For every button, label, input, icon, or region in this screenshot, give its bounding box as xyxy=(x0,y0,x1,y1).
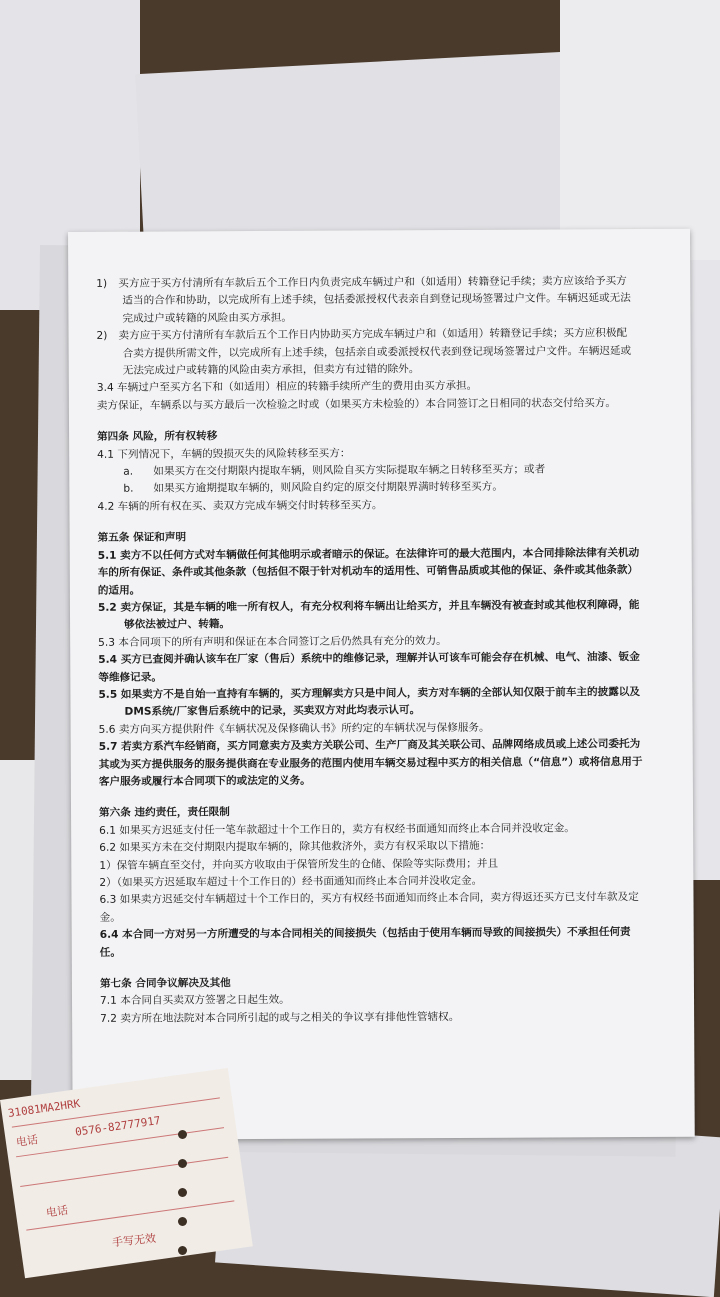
clause-4-2: 4.2 车辆的所有权在买、卖双方完成车辆交付时转移至买方。 xyxy=(97,499,383,513)
receipt-phone-label: 电话 xyxy=(15,1133,39,1150)
receipt-handwritten-invalid-note: 手写无效 xyxy=(111,1231,157,1250)
receipt-phone-label-2: 电话 xyxy=(45,1203,69,1220)
clause-5-3: 5.3 本合同项下的所有声明和保证在本合同签订之后仍然具有充分的效力。 xyxy=(98,634,447,649)
clause-4-1-a: a. 如果买方在交付期限内提取车辆，则风险自买方实际提取车辆之日转移至买方；或者 xyxy=(123,463,546,478)
receipt-phone: 0576-82777917 xyxy=(74,1113,162,1139)
clause-5-2: 5.2 卖方保证，其是车辆的唯一所有权人，有充分权利将车辆出让给买方，并且车辆没有被查封或其他权利障碍，能 够依法被过户、转籍。 xyxy=(97,598,640,632)
background-paper-right-lower xyxy=(690,260,720,880)
clause-2: 2) 卖方应于买方付清所有车款后五个工作日内协助买方完成车辆过户和（如适用）转籍登记手续；买方应积极配 合卖方提供所需文件，以完成所有上述手续，包括亲自或委派授权代表到登记现场签署过户文件。车辆迟延或 无法完成过户或转籍的风险由卖方承担，但卖方有过错的除外。 xyxy=(96,327,632,377)
clause-3-4: 3.4 车辆过户至买方名下和（如适用）相应的转籍手续所产生的费用由买方承担。 xyxy=(96,380,478,395)
contract-page xyxy=(68,229,695,1140)
clause-4-1-b: b. 如果买方逾期提取车辆的，则风险自约定的原交付期限界满时转移至买方。 xyxy=(123,481,503,496)
clause-4-1: 4.1 下列情况下，车辆的毁损灭失的风险转移至买方： xyxy=(97,447,351,461)
clause-6-1: 6.1 如果买方迟延支付任一笔车款超过十个工作日的，卖方有权经书面通知而终止本合同并没收定金。 xyxy=(99,822,575,837)
contract-content xyxy=(96,273,660,1028)
receipt-code: 31081MA2HRK xyxy=(7,1096,82,1120)
clause-6-2-1: 1）保管车辆直至交付，并向买方收取由于保管所发生的仓储、保险等实际费用；并且 xyxy=(99,857,499,872)
section-6-title: 第六条 违约责任，责任限制 xyxy=(99,806,230,820)
clause-5-4: 5.4 买方已查阅并确认该车在厂家（售后）系统中的维修记录，理解并认可该车可能会存在机械、电气、油漆、钣金 等维修记录。 xyxy=(98,651,640,684)
clause-3-4-warranty: 卖方保证，车辆系以与买方最后一次检验之时或（如果买方未检验的）本合同签订之日相同的状态交付给买方。 xyxy=(96,396,617,412)
clause-6-2-2: 2）（如果买方迟延取车超过十个工作日的）经书面通知而终止本合同并没收定金。 xyxy=(99,874,483,889)
clause-6-3: 6.3 如果卖方迟延交付车辆超过十个工作日的，买方有权经书面通知而终止本合同，卖方得返还买方已支付车款及定 金。 xyxy=(99,891,639,924)
section-5-title: 第五条 保证和声明 xyxy=(97,531,187,545)
clause-7-1: 7.1 本合同自买卖双方签署之日起生效。 xyxy=(99,994,290,1008)
clause-5-5: 5.5 如果卖方不是自始一直持有车辆的，买方理解卖方只是中间人，卖方对车辆的全部认知仅限于前车主的披露以及 DMS系统/厂家售后系统中的记录，买卖双方对此均表示认可。 xyxy=(98,685,640,719)
clause-5-1: 5.1 卖方不以任何方式对车辆做任何其他明示或者暗示的保证。在法律许可的最大范围内，本合同排除法律有关机动 车的所有保证、条件或其他条款（包括但不限于针对机动车的适用性、可销售品质或其他的保证、条件或其他条款） 的适用。 xyxy=(97,546,640,597)
section-4-title: 第四条 风险，所有权转移 xyxy=(97,430,218,444)
receipt-holes xyxy=(178,1130,187,1275)
section-7-title: 第七条 合同争议解决及其他 xyxy=(99,977,231,990)
clause-1: 1) 买方应于买方付清所有车款后五个工作日内负责完成车辆过户和（如适用）转籍登记手续；卖方应该给予买方 适当的合作和协助，以完成所有上述手续，包括委派授权代表亲自到登记现场签署过户文件。车辆迟延或无法 完成过户或转籍的风险由买方承担。 xyxy=(96,275,631,325)
clause-6-4: 6.4 本合同一方对另一方所遭受的与本合同相关的间接损失（包括由于使用车辆而导致的间接损失）不承担任何责 任。 xyxy=(99,926,631,959)
clause-5-6: 5.6 卖方向买方提供附件《车辆状况及保修确认书》所约定的车辆状况与保修服务。 xyxy=(98,721,490,736)
background-paper-right xyxy=(560,0,720,260)
clause-7-2: 7.2 卖方所在地法院对本合同所引起的或与之相关的争议享有排他性管辖权。 xyxy=(100,1010,460,1025)
clause-5-7: 5.7 若卖方系汽车经销商，买方同意卖方及卖方关联公司、生产厂商及其关联公司、品牌网络成员或上述公司委托为 其或为买方提供服务的服务提供商在专业服务的范围内使用车辆交易过程中买方的相关信息（“信息”）或将信息用于 客户服务或履行本合同项下的或法定的义务。 xyxy=(98,738,643,788)
clause-6-2: 6.2 如果买方未在交付期限内提取车辆的，除其他救济外，卖方有权采取以下措施： xyxy=(99,839,491,855)
